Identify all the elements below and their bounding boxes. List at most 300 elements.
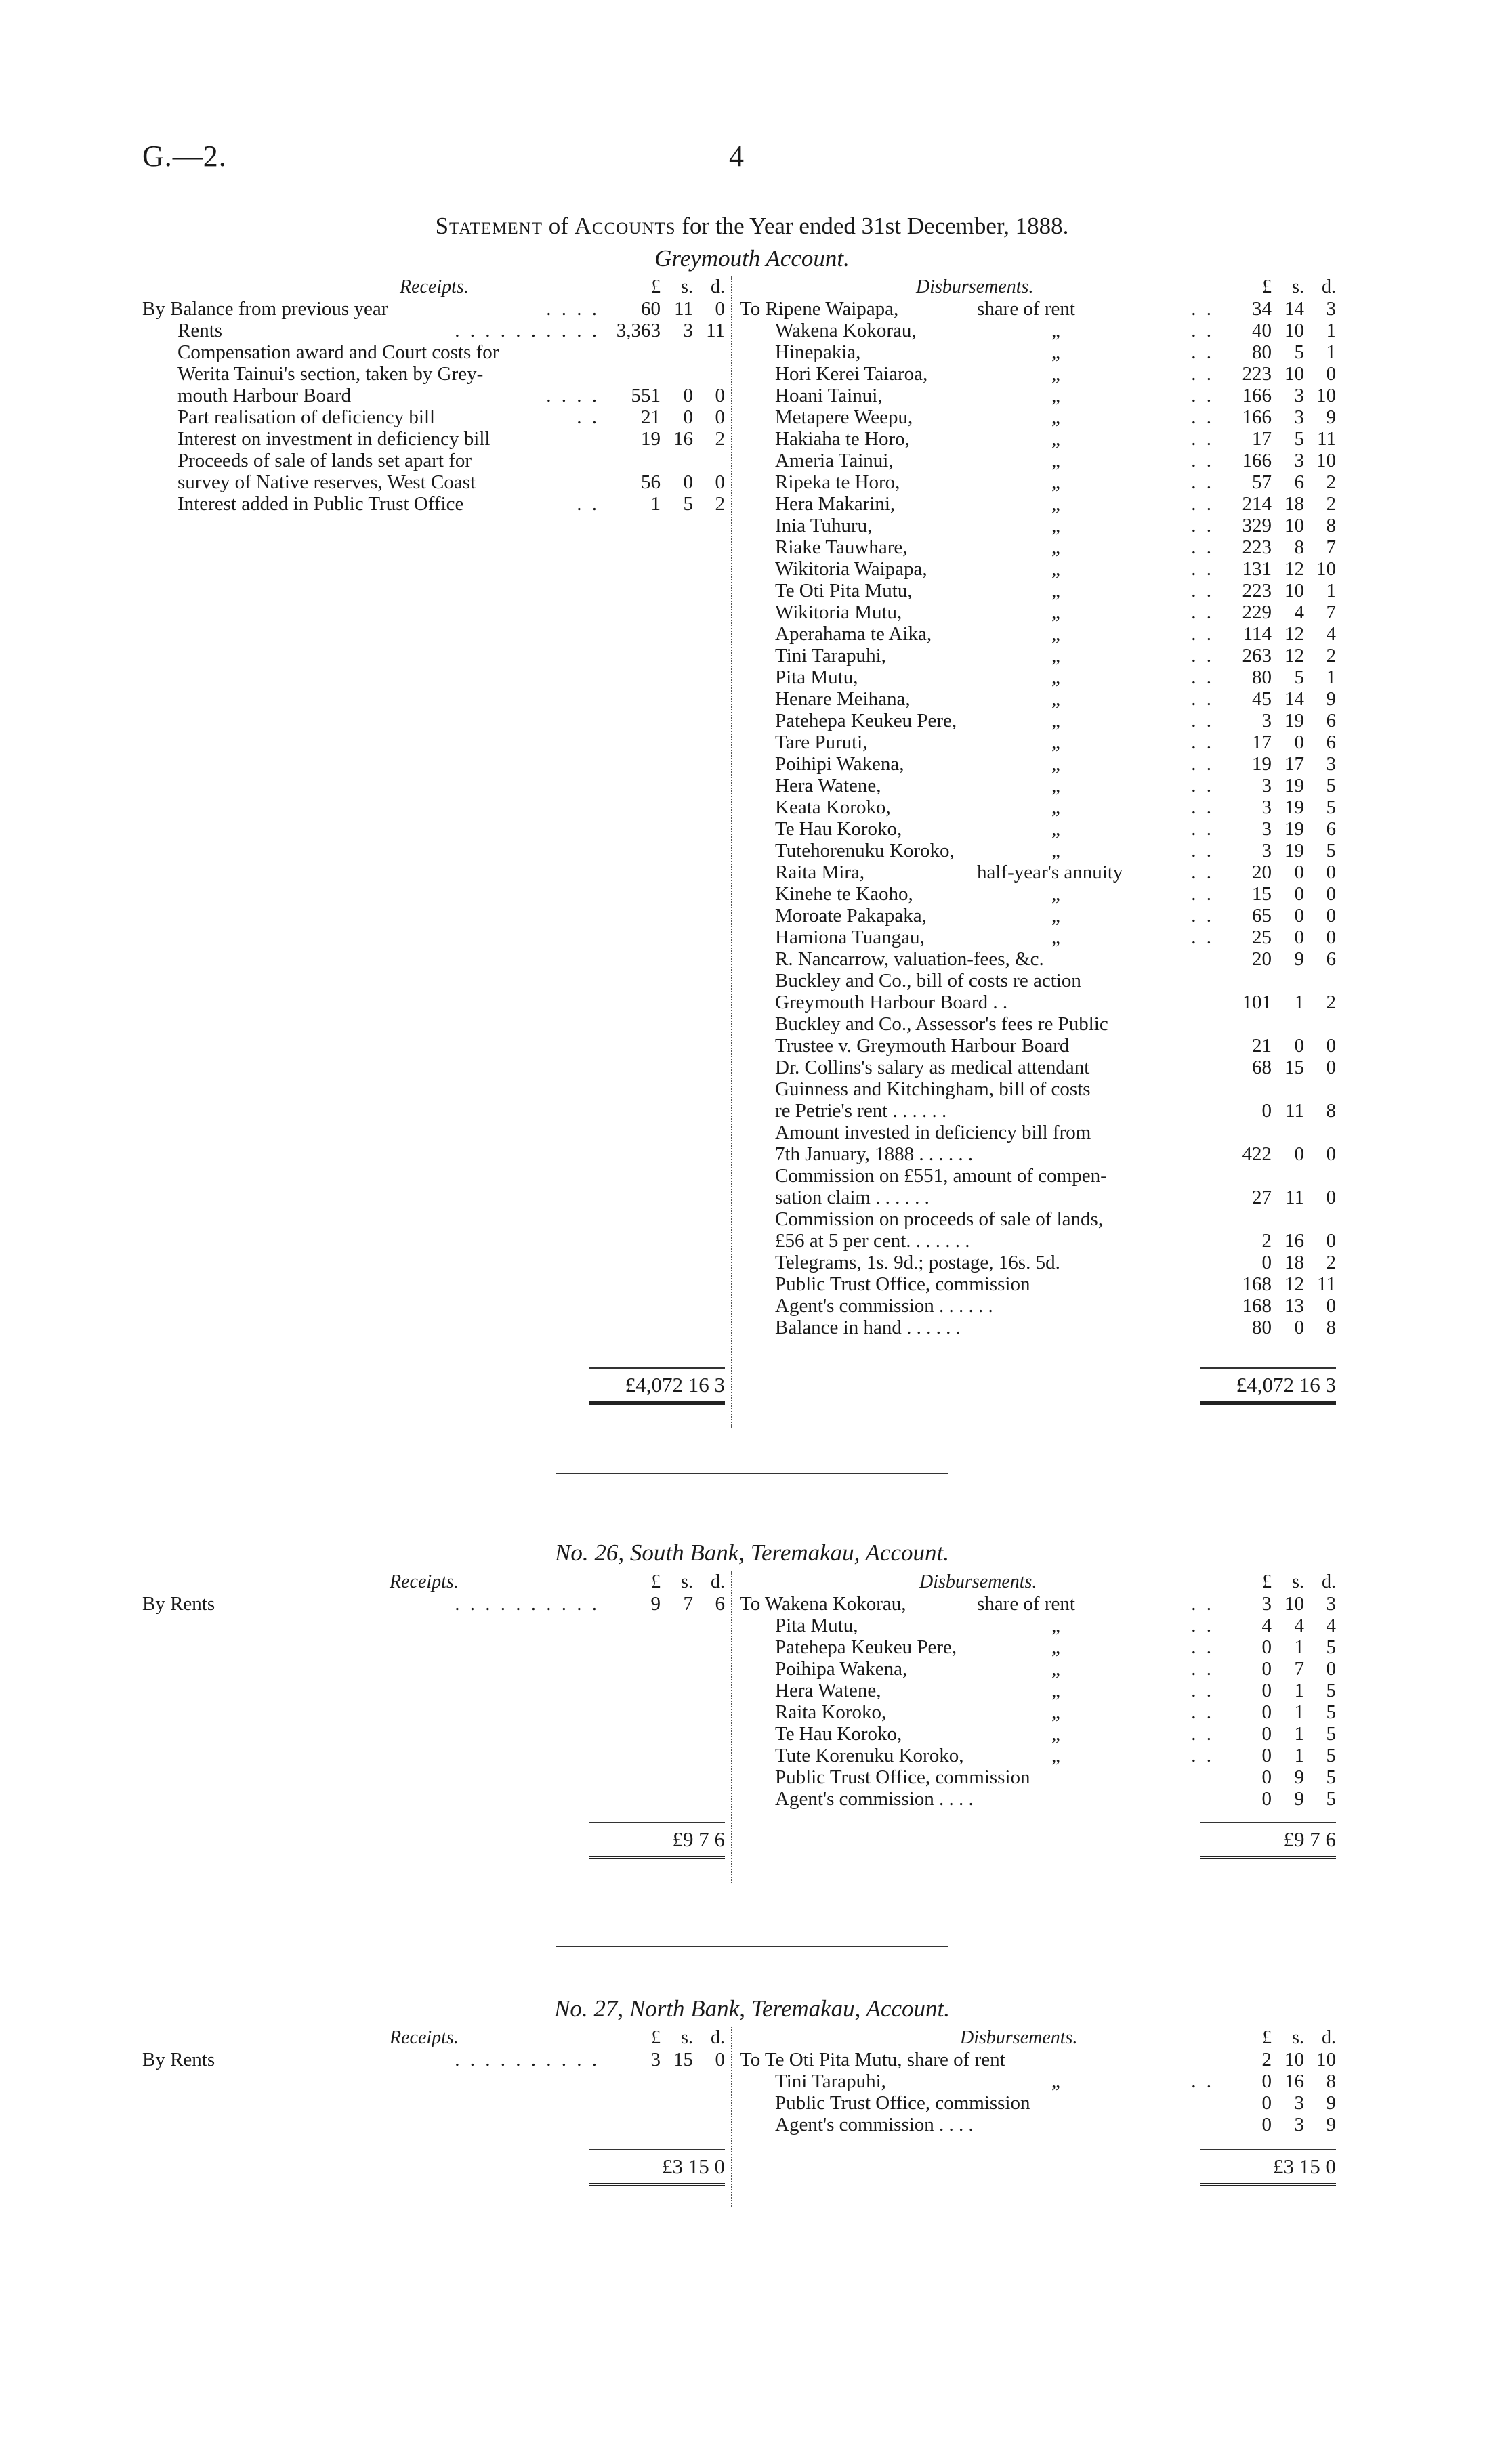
pounds-value: 15 xyxy=(1252,883,1272,905)
leader-dots: . . xyxy=(1191,1701,1214,1723)
disbursement-row xyxy=(740,623,1336,645)
shillings-value: 19 xyxy=(1284,796,1304,818)
pence-value: 9 xyxy=(1326,688,1336,710)
shillings-value: 0 xyxy=(683,385,693,406)
north-bank-disbursements-column xyxy=(740,2027,1336,2178)
shillings-value: 1 xyxy=(1294,1701,1304,1723)
shillings-value: 9 xyxy=(1294,1766,1304,1788)
pounds-value: 0 xyxy=(1261,1723,1272,1745)
pounds-value: 223 xyxy=(1242,536,1272,558)
row-description: Tini Tarapuhi, xyxy=(775,645,886,666)
disbursement-row xyxy=(740,1788,1336,1810)
pounds-value: 131 xyxy=(1242,558,1272,580)
shillings-value: 19 xyxy=(1284,775,1304,796)
row-description: Keata Koroko, xyxy=(775,796,891,818)
leader-dots: . . xyxy=(1191,1723,1214,1745)
row-ditto: „ xyxy=(1051,645,1060,666)
pence-header: d. xyxy=(1322,2027,1336,2048)
disbursement-row xyxy=(740,2070,1336,2092)
disbursement-row xyxy=(740,2092,1336,2114)
pounds-value: 20 xyxy=(1252,862,1272,883)
row-amount xyxy=(1224,341,1336,363)
pounds-value: 21 xyxy=(1252,1035,1272,1057)
pounds-header: £ xyxy=(651,276,661,297)
pence-value: 2 xyxy=(1326,645,1336,666)
row-ditto: „ xyxy=(1051,363,1060,385)
pounds-value: 4 xyxy=(1261,1615,1272,1636)
shillings-value: 19 xyxy=(1284,710,1304,731)
disbursement-row xyxy=(740,1636,1336,1658)
pounds-value: 2 xyxy=(1261,2049,1272,2070)
row-description: Trustee v. Greymouth Harbour Board xyxy=(775,1035,1070,1057)
row-ditto: „ xyxy=(1051,775,1060,796)
row-description: Inia Tuhuru, xyxy=(775,515,873,536)
pence-value: 8 xyxy=(1326,2070,1336,2092)
row-amount xyxy=(1224,2070,1336,2092)
row-description: To Wakena Kokorau, xyxy=(740,1593,906,1615)
pence-value: 5 xyxy=(1326,1701,1336,1723)
pence-header: d. xyxy=(711,2027,725,2048)
leader-dots: . . xyxy=(1191,1658,1214,1680)
pounds-value: 45 xyxy=(1252,688,1272,710)
pence-value: 0 xyxy=(715,2049,725,2070)
leader-dots: . . xyxy=(1191,818,1214,840)
section-separator xyxy=(556,1473,948,1474)
leader-dots: . . xyxy=(1191,753,1214,775)
north-bank-receipts-total xyxy=(589,2149,725,2186)
pounds-value: 19 xyxy=(641,428,661,450)
shillings-value: 16 xyxy=(1284,2070,1304,2092)
row-ditto: „ xyxy=(1051,580,1060,601)
row-ditto: „ xyxy=(1051,840,1060,862)
shillings-value: 10 xyxy=(1284,1593,1304,1615)
leader-dots: . . xyxy=(1191,927,1214,948)
shillings-value: 10 xyxy=(1284,320,1304,341)
pounds-value: 9 xyxy=(650,1593,661,1615)
row-description: mouth Harbour Board xyxy=(177,385,352,406)
pence-value: 0 xyxy=(1326,1187,1336,1208)
greymouth-account-title: Greymouth Account. xyxy=(654,245,850,272)
row-amount xyxy=(1224,385,1336,406)
row-description: Pita Mutu, xyxy=(775,666,858,688)
leader-dots: . . xyxy=(1191,493,1214,515)
pence-value: 11 xyxy=(1317,428,1336,450)
pence-header: d. xyxy=(1322,1571,1336,1592)
shillings-value: 18 xyxy=(1284,1252,1304,1273)
shillings-value: 0 xyxy=(1294,862,1304,883)
pounds-value: 3 xyxy=(650,2049,661,2070)
disbursement-row xyxy=(740,385,1336,406)
leader-dots: . . xyxy=(577,493,600,515)
statement-title xyxy=(0,213,1504,240)
row-description: Amount invested in deficiency bill from xyxy=(775,1122,1091,1143)
disbursement-row xyxy=(740,1680,1336,1701)
row-ditto: „ xyxy=(1051,341,1060,363)
pence-value: 5 xyxy=(1326,1636,1336,1658)
row-amount xyxy=(1224,753,1336,775)
pounds-value: 101 xyxy=(1242,992,1272,1013)
leader-dots: . . xyxy=(1191,796,1214,818)
pence-value: 0 xyxy=(715,385,725,406)
row-amount xyxy=(1224,406,1336,428)
shillings-value: 10 xyxy=(1284,363,1304,385)
leader-dots: . . xyxy=(1191,471,1214,493)
row-description: Tutehorenuku Koroko, xyxy=(775,840,955,862)
row-ditto: share of rent xyxy=(977,298,1075,320)
row-description: Pita Mutu, xyxy=(775,1615,858,1636)
pounds-value: 0 xyxy=(1261,2092,1272,2114)
disbursement-row xyxy=(740,1035,1336,1057)
leader-dots: . . . . xyxy=(546,385,600,406)
row-description: Te Hau Koroko, xyxy=(775,1723,902,1745)
row-amount xyxy=(1224,1187,1336,1208)
pence-value: 8 xyxy=(1326,515,1336,536)
row-amount xyxy=(1224,1723,1336,1745)
disbursement-row xyxy=(740,666,1336,688)
shillings-value: 0 xyxy=(683,406,693,428)
greymouth-disbursements-total xyxy=(1200,1367,1336,1405)
pounds-value: 168 xyxy=(1242,1273,1272,1295)
pence-value: 0 xyxy=(1326,883,1336,905)
pounds-value: 0 xyxy=(1261,1680,1272,1701)
leader-dots: . . xyxy=(1191,341,1214,363)
row-amount xyxy=(1224,1230,1336,1252)
row-description: Hera Watene, xyxy=(775,1680,881,1701)
shillings-value: 15 xyxy=(1284,1057,1304,1078)
receipts-header xyxy=(142,276,725,298)
row-amount xyxy=(1224,1745,1336,1766)
row-amount xyxy=(1224,688,1336,710)
pounds-value: 229 xyxy=(1242,601,1272,623)
row-amount xyxy=(613,406,725,428)
receipt-row xyxy=(142,385,725,406)
pounds-value: 0 xyxy=(1261,1766,1272,1788)
leader-dots: . . xyxy=(1191,515,1214,536)
disbursement-row xyxy=(740,341,1336,363)
receipts-label: Receipts. xyxy=(390,2027,459,2048)
pence-value: 0 xyxy=(715,298,725,320)
disbursement-row xyxy=(740,927,1336,948)
shillings-value: 6 xyxy=(1294,471,1304,493)
disbursement-row xyxy=(740,1187,1336,1208)
north-bank-receipts-rows xyxy=(142,2049,725,2070)
pence-value: 11 xyxy=(1317,1273,1336,1295)
pence-value: 0 xyxy=(1326,1143,1336,1165)
row-amount xyxy=(1224,1273,1336,1295)
pounds-header: £ xyxy=(1262,2027,1272,2048)
row-ditto: half-year's annuity xyxy=(977,862,1123,883)
leader-dots: . . xyxy=(1191,580,1214,601)
pence-value: 5 xyxy=(1326,1788,1336,1810)
pence-value: 4 xyxy=(1326,623,1336,645)
disbursement-row xyxy=(740,1658,1336,1680)
shillings-value: 0 xyxy=(1294,731,1304,753)
row-description: Aperahama te Aika, xyxy=(775,623,932,645)
row-amount xyxy=(1224,428,1336,450)
row-ditto: „ xyxy=(1051,818,1060,840)
pence-value: 0 xyxy=(1326,862,1336,883)
pence-value: 2 xyxy=(1326,992,1336,1013)
row-description: Henare Meihana, xyxy=(775,688,911,710)
row-description: Wakena Kokorau, xyxy=(775,320,917,341)
row-ditto: „ xyxy=(1051,796,1060,818)
disbursement-row xyxy=(740,688,1336,710)
disbursement-row xyxy=(740,1100,1336,1122)
row-amount xyxy=(1224,1788,1336,1810)
row-amount xyxy=(1224,1317,1336,1338)
pounds-header: £ xyxy=(1262,1571,1272,1592)
pounds-value: 0 xyxy=(1261,1252,1272,1273)
row-description: Patehepa Keukeu Pere, xyxy=(775,710,957,731)
north-bank-disbursements-total xyxy=(1200,2149,1336,2186)
row-amount xyxy=(613,493,725,515)
pounds-value: 17 xyxy=(1252,731,1272,753)
page-number: 4 xyxy=(729,140,744,173)
shillings-value: 7 xyxy=(683,1593,693,1615)
row-ditto: „ xyxy=(1051,1745,1060,1766)
pounds-value: 0 xyxy=(1261,1636,1272,1658)
shillings-value: 11 xyxy=(1285,1100,1304,1122)
row-description: Hori Kerei Taiaroa, xyxy=(775,363,928,385)
row-amount xyxy=(1224,1295,1336,1317)
row-description: Dr. Collins's salary as medical attendant xyxy=(775,1057,1090,1078)
row-description: Poihipa Wakena, xyxy=(775,1658,908,1680)
disbursement-row xyxy=(740,2114,1336,2136)
receipt-row xyxy=(142,428,725,450)
pounds-value: 114 xyxy=(1242,623,1272,645)
row-ditto: „ xyxy=(1051,385,1060,406)
row-ditto: „ xyxy=(1051,536,1060,558)
shillings-value: 5 xyxy=(683,493,693,515)
leader-dots: . . xyxy=(1191,298,1214,320)
statement-title-rest: for the Year ended 31st December, 1888. xyxy=(675,213,1069,239)
pence-value: 11 xyxy=(706,320,725,341)
row-amount xyxy=(1224,731,1336,753)
south-bank-disbursements-column xyxy=(740,1571,1336,1851)
row-ditto: „ xyxy=(1051,623,1060,645)
row-amount xyxy=(1224,298,1336,320)
receipt-row xyxy=(142,320,725,341)
row-amount xyxy=(1224,558,1336,580)
row-amount xyxy=(1224,1035,1336,1057)
shillings-value: 19 xyxy=(1284,818,1304,840)
row-description: By Balance from previous year xyxy=(142,298,388,320)
row-description: Agent's commission . . . . . . xyxy=(775,1295,993,1317)
pence-value: 3 xyxy=(1326,298,1336,320)
pence-value: 5 xyxy=(1326,1680,1336,1701)
shillings-value: 3 xyxy=(1294,2092,1304,2114)
pounds-value: 80 xyxy=(1252,1317,1272,1338)
pence-value: 0 xyxy=(1326,1035,1336,1057)
row-amount xyxy=(613,385,725,406)
row-ditto: „ xyxy=(1051,450,1060,471)
shillings-value: 13 xyxy=(1284,1295,1304,1317)
leader-dots: . . xyxy=(1191,428,1214,450)
leader-dots: . . xyxy=(1191,363,1214,385)
disbursement-row xyxy=(740,905,1336,927)
row-description: re Petrie's rent . . . . . . xyxy=(775,1100,947,1122)
row-description: Ameria Tainui, xyxy=(775,450,894,471)
row-amount xyxy=(1224,1100,1336,1122)
row-description: Poihipi Wakena, xyxy=(775,753,904,775)
row-amount xyxy=(1224,1701,1336,1723)
pounds-value: 0 xyxy=(1261,2070,1272,2092)
pounds-value: 263 xyxy=(1242,645,1272,666)
row-description: Metapere Weepu, xyxy=(775,406,913,428)
pounds-value: 3 xyxy=(1261,710,1272,731)
disbursement-row xyxy=(740,1057,1336,1078)
pounds-value: 166 xyxy=(1242,385,1272,406)
pounds-value: 166 xyxy=(1242,406,1272,428)
shillings-value: 3 xyxy=(1294,450,1304,471)
shillings-value: 3 xyxy=(683,320,693,341)
pence-value: 6 xyxy=(1326,710,1336,731)
disbursement-row xyxy=(740,710,1336,731)
shillings-value: 12 xyxy=(1284,645,1304,666)
row-amount xyxy=(1224,1593,1336,1615)
pounds-value: 168 xyxy=(1242,1295,1272,1317)
leader-dots: . . xyxy=(1191,558,1214,580)
row-ditto: „ xyxy=(1051,688,1060,710)
row-description: Hakiaha te Horo, xyxy=(775,428,910,450)
greymouth-receipts-total-value: £4,072 16 3 xyxy=(625,1373,725,1397)
disbursement-row xyxy=(740,2049,1336,2070)
receipt-row xyxy=(142,471,725,493)
disbursement-row xyxy=(740,363,1336,385)
row-description: Hera Watene, xyxy=(775,775,881,796)
south-bank-disbursements-total xyxy=(1200,1822,1336,1859)
row-amount xyxy=(1224,927,1336,948)
row-description: Moroate Pakapaka, xyxy=(775,905,927,927)
row-amount xyxy=(1224,2092,1336,2114)
pounds-value: 68 xyxy=(1252,1057,1272,1078)
row-ditto: „ xyxy=(1051,471,1060,493)
greymouth-disbursements-total-value: £4,072 16 3 xyxy=(1236,1373,1336,1397)
row-description: Greymouth Harbour Board . . xyxy=(775,992,1008,1013)
shillings-header: s. xyxy=(1292,2027,1304,2048)
row-ditto: „ xyxy=(1051,1701,1060,1723)
pounds-value: 3 xyxy=(1261,818,1272,840)
shillings-value: 11 xyxy=(1285,1187,1304,1208)
pence-value: 3 xyxy=(1326,753,1336,775)
pence-value: 2 xyxy=(1326,471,1336,493)
pence-value: 5 xyxy=(1326,840,1336,862)
receipt-row xyxy=(142,493,725,515)
pounds-value: 80 xyxy=(1252,666,1272,688)
row-amount xyxy=(1224,666,1336,688)
disbursements-header xyxy=(740,276,1336,298)
row-amount xyxy=(1224,2114,1336,2136)
pence-value: 6 xyxy=(1326,818,1336,840)
pounds-value: 60 xyxy=(641,298,661,320)
leader-dots: . . xyxy=(1191,1680,1214,1701)
disbursement-row xyxy=(740,1230,1336,1252)
pence-value: 10 xyxy=(1316,450,1336,471)
south-bank-disbursements-total-value: £9 7 6 xyxy=(1283,1827,1336,1851)
shillings-header: s. xyxy=(681,1571,693,1592)
pounds-value: 2 xyxy=(1261,1230,1272,1252)
shillings-header: s. xyxy=(1292,276,1304,297)
shillings-value: 3 xyxy=(1294,2114,1304,2136)
row-description: survey of Native reserves, West Coast xyxy=(177,471,476,493)
greymouth-receipts-rows xyxy=(142,298,725,515)
row-description: Public Trust Office, commission xyxy=(775,1273,1030,1295)
row-description: sation claim . . . . . . xyxy=(775,1187,929,1208)
disbursement-row xyxy=(740,298,1336,320)
row-ditto: „ xyxy=(1051,428,1060,450)
pence-value: 5 xyxy=(1326,796,1336,818)
leader-dots: . . xyxy=(1191,666,1214,688)
row-amount xyxy=(613,298,725,320)
row-description: Commission on proceeds of sale of lands, xyxy=(775,1208,1104,1230)
shillings-header: s. xyxy=(681,2027,693,2048)
leader-dots: . . xyxy=(1191,601,1214,623)
row-description: £56 at 5 per cent. . . . . . . xyxy=(775,1230,970,1252)
greymouth-receipts-total xyxy=(589,1367,725,1405)
row-ditto: „ xyxy=(1051,1680,1060,1701)
row-amount xyxy=(1224,536,1336,558)
row-description: Compensation award and Court costs for xyxy=(177,341,499,363)
shillings-value: 12 xyxy=(1284,1273,1304,1295)
pence-value: 2 xyxy=(1326,1252,1336,1273)
disbursement-row xyxy=(740,753,1336,775)
pounds-value: 3 xyxy=(1261,840,1272,862)
row-amount xyxy=(1224,818,1336,840)
row-ditto: „ xyxy=(1051,883,1060,905)
pounds-value: 27 xyxy=(1252,1187,1272,1208)
pounds-header: £ xyxy=(651,2027,661,2048)
row-amount xyxy=(1224,992,1336,1013)
disbursement-row xyxy=(740,428,1336,450)
north-bank-disbursements-total-value: £3 15 0 xyxy=(1273,2154,1336,2178)
south-bank-receipts-column xyxy=(142,1571,725,1851)
pounds-value: 0 xyxy=(1261,1788,1272,1810)
row-description: To Ripene Waipapa, xyxy=(740,298,899,320)
disbursement-row xyxy=(740,1295,1336,1317)
row-amount xyxy=(613,471,725,493)
column-divider xyxy=(731,2027,732,2207)
row-ditto: „ xyxy=(1051,1636,1060,1658)
disbursement-row xyxy=(740,775,1336,796)
shillings-value: 1 xyxy=(1294,1723,1304,1745)
row-description: Raita Koroko, xyxy=(775,1701,887,1723)
pence-value: 1 xyxy=(1326,320,1336,341)
disbursement-row xyxy=(740,862,1336,883)
shillings-value: 0 xyxy=(1294,1035,1304,1057)
disbursement-row xyxy=(740,883,1336,905)
row-amount xyxy=(1224,1143,1336,1165)
row-amount xyxy=(1224,1658,1336,1680)
disbursement-row xyxy=(740,1165,1336,1187)
disbursement-row xyxy=(740,1745,1336,1766)
row-amount xyxy=(1224,1252,1336,1273)
shillings-value: 3 xyxy=(1294,406,1304,428)
row-description: Balance in hand . . . . . . xyxy=(775,1317,961,1338)
shillings-value: 11 xyxy=(674,298,693,320)
document-reference: G.—2. xyxy=(142,140,227,173)
disbursement-row xyxy=(740,1766,1336,1788)
receipts-header xyxy=(142,1571,725,1593)
disbursement-row xyxy=(740,818,1336,840)
pence-value: 4 xyxy=(1326,1615,1336,1636)
shillings-value: 18 xyxy=(1284,493,1304,515)
row-description: 7th January, 1888 . . . . . . xyxy=(775,1143,974,1165)
row-description: Raita Mira, xyxy=(775,862,865,883)
leader-dots: . . xyxy=(1191,862,1214,883)
row-ditto: „ xyxy=(1051,1723,1060,1745)
disbursements-header xyxy=(740,2027,1336,2049)
disbursements-header xyxy=(740,1571,1336,1593)
